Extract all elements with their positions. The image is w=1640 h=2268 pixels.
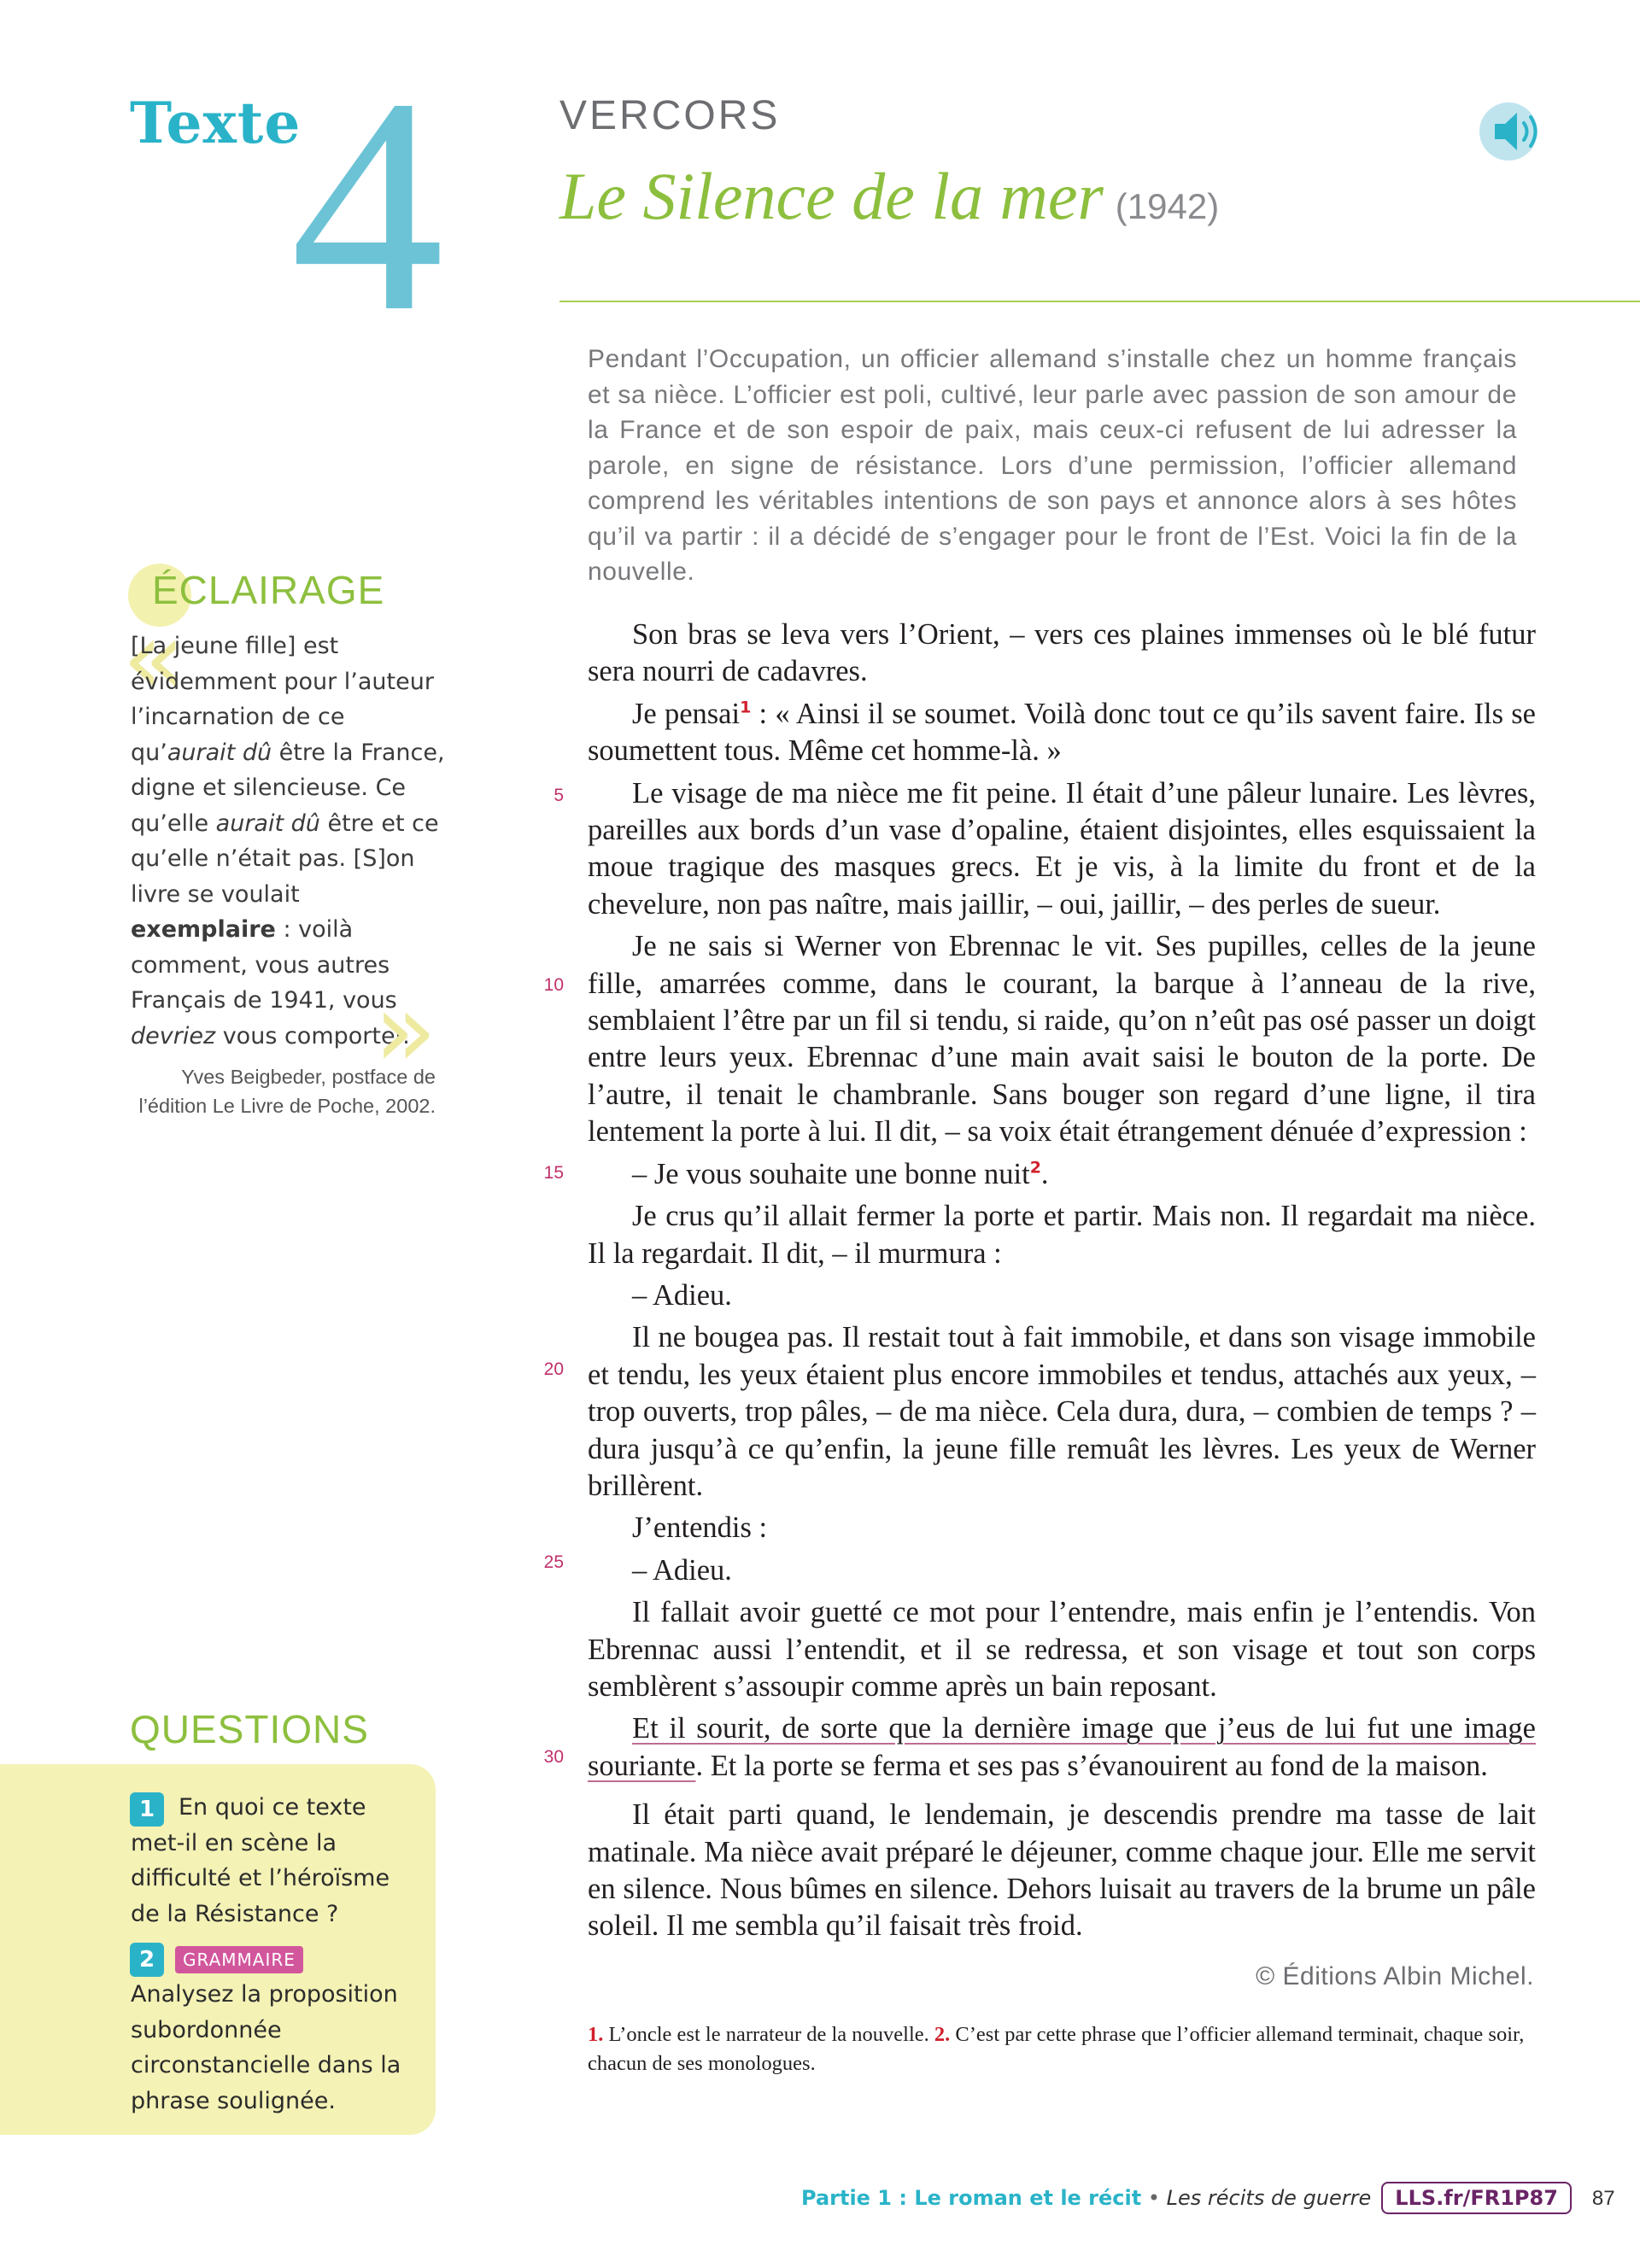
line-number: 5 — [554, 786, 564, 805]
eclairage-source: Yves Beigbeder, postface de l’édition Le Livre de Poche, 2002. — [138, 1066, 436, 1117]
paragraph: Le visage de ma nièce me fit peine. Il était d’une pâleur lunaire. Les lèvres, pareilles aux bords d’un vase d’opaline, étaient disjointes, elles esquissaient la moue tragique des masques grecs. Et je vis, à la limite du front et de la chevelure, non pas naître, mais jaillir, – oui, jaillir, – des perles de sueur. — [588, 776, 1536, 921]
text-number: 4 — [290, 34, 444, 375]
paragraph: Il fallait avoir guetté ce mot pour l’entendre, mais enfin je l’entendis. Von Ebrennac aussi l’entendit, et il se redressa, et son visage et tout son corps semblèrent s’assoupir comme après un bain reposant. — [588, 1596, 1536, 1703]
paragraph: Je crus qu’il allait fermer la porte et partir. Mais non. Il regardait ma nièce. Il la regardait. Il dit, – il murmura : — [588, 1200, 1536, 1270]
header-divider — [559, 301, 1640, 302]
question-1-text: En quoi ce texte met-il en scène la difficulté et l’héroïsme de la Résistance ? — [131, 1794, 390, 1927]
question-1-number: 1 — [130, 1792, 164, 1827]
footnote-ref-2: 2 — [1029, 1158, 1041, 1178]
question-2-text: Analysez la proposition subordonnée circonstancielle dans la phrase soulignée. — [131, 1981, 401, 2114]
line-number: 15 — [543, 1163, 564, 1183]
footer-part: Partie 1 : Le roman et le récit — [801, 2186, 1142, 2210]
line-number: 10 — [543, 975, 564, 995]
page-number: 87 — [1591, 2187, 1615, 2210]
footnote-ref-1: 1 — [740, 698, 752, 717]
paragraph: Il était parti quand, le lendemain, je descendis prendre ma tasse de lait matinale. Ma nièce avait préparé le déjeuner, comme chaque jour. Elle me servit en silence. Nous bûmes en silence. Dehors luisait au travers de la brume un pâle soleil. Il me sembla qu’il faisait très froid. — [588, 1798, 1536, 1943]
paragraph: Il ne bougea pas. Il restait tout à fait immobile, et dans son visage immobile et tendu, les yeux étaient plus encore immobiles et tendus, attachés aux yeux, – trop ouverts, trop pâles, – de ma nièce. Cela dura, dura, – combien de temps ? – dura jusqu’à ce qu’enfin, la jeune fille remuât les lèvres. Les yeux de Werner brillèrent. — [588, 1321, 1536, 1502]
work-title-line — [559, 158, 1219, 235]
footnotes: 1. L’oncle est le narrateur de la nouvelle. 2. C’est par cette phrase que l’officier allemand terminait, chaque soir, chacun de ses monologues. — [588, 2023, 1525, 2075]
question-2-number: 2 — [130, 1943, 164, 1977]
questions-title: QUESTIONS — [130, 1707, 369, 1751]
paragraph: Je ne sais si Werner von Ebrennac le vit. Ses pupilles, celles de la jeune fille, amarrées comme, dans le courant, la barque à l’anneau de la rive, semblaient l’être par un fil si tendu, si raide, qu’on n’eût pas osé passer un doigt entre leurs yeux. Ebrennac d’une main avait saisi le bouton de la porte. De l’autre, il tenait le chambranle. Sans bouger son regard d’une ligne, il tira lentement la porte à lui. Il dit, – sa voix était étrangement dénuée d’expression : — [588, 930, 1536, 1149]
line-number: 20 — [543, 1359, 564, 1379]
footer-section: Les récits de guerre — [1166, 2186, 1372, 2210]
paragraph: J’entendis : — [632, 1511, 768, 1545]
underlined-sentence: Et il sourit, de sorte que la dernière image que j’eus de lui fut une image souriante — [588, 1712, 1536, 1782]
eclairage-quote: [La jeune fille] est évidemment pour l’auteur l’incarnation de ce qu’aurait dû être la France, digne et silencieuse. Ce qu’elle aurait dû être et ce qu’elle n’était pas. [S]on livre se voulait exemplaire : voilà comment, vous autres Français de 1941, vous devriez vous comporter. — [131, 633, 445, 1049]
work-title: Le Silence de la mer — [559, 159, 1104, 233]
eclairage-title: ÉCLAIRAGE — [152, 568, 385, 612]
paragraph: – Adieu. — [632, 1553, 732, 1587]
line-number: 30 — [543, 1747, 564, 1767]
speaker-icon[interactable] — [1478, 101, 1551, 162]
line-number: 25 — [543, 1552, 564, 1572]
intro-summary: Pendant l’Occupation, un officier allemand s’installe chez un homme français et sa nièce. L’officier est poli, cultivé, leur parle avec passion de son amour de la France et de son espoir de paix, mais ceux-ci refusent de lui adresser la parole, en signe de résistance. Lors d’une permission, l’officier allemand comprend les véritables intentions de son pays et annonce alors à ses hôtes qu’il va partir : il a décidé de s’engager pour le front de l’Est. Voici la fin de la nouvelle. — [588, 345, 1517, 586]
page-footer: Partie 1 : Le roman et le récit • Les récits de guerre LLS.fr/FR1P87 87 — [801, 2182, 1615, 2214]
close-quote-mark: » — [374, 972, 437, 1090]
paragraph: – Adieu. — [632, 1278, 732, 1312]
paragraph: – Je vous souhaite une bonne nuit$^2$. — [632, 1157, 1049, 1190]
footer-link[interactable]: LLS.fr/FR1P87 — [1381, 2182, 1572, 2214]
open-quote-mark: « — [122, 599, 185, 718]
author-name: VERCORS — [559, 93, 781, 138]
work-year: (1942) — [1115, 186, 1220, 226]
text-label: Texte — [130, 90, 302, 156]
paragraph: Son bras se leva vers l’Orient, – vers ces plaines immenses où le blé futur sera nourri de cadavres. — [588, 618, 1536, 688]
main-text — [588, 617, 1536, 1950]
paragraph: Et il sourit, de sorte que la dernière image que j’eus de lui fut une image souriante. Et la porte se ferma et ses pas s’évanouirent au fond de la maison. — [588, 1712, 1536, 1782]
copyright: © Éditions Albin Michel. — [1256, 1962, 1534, 1990]
paragraph: Je pensai$^1$ : « Ainsi il se soumet. Voilà donc tout ce qu’ils savent faire. Ils se soumettent tous. Même cet homme-là. » — [588, 697, 1536, 768]
grammar-badge: GRAMMAIRE — [175, 1946, 303, 1973]
